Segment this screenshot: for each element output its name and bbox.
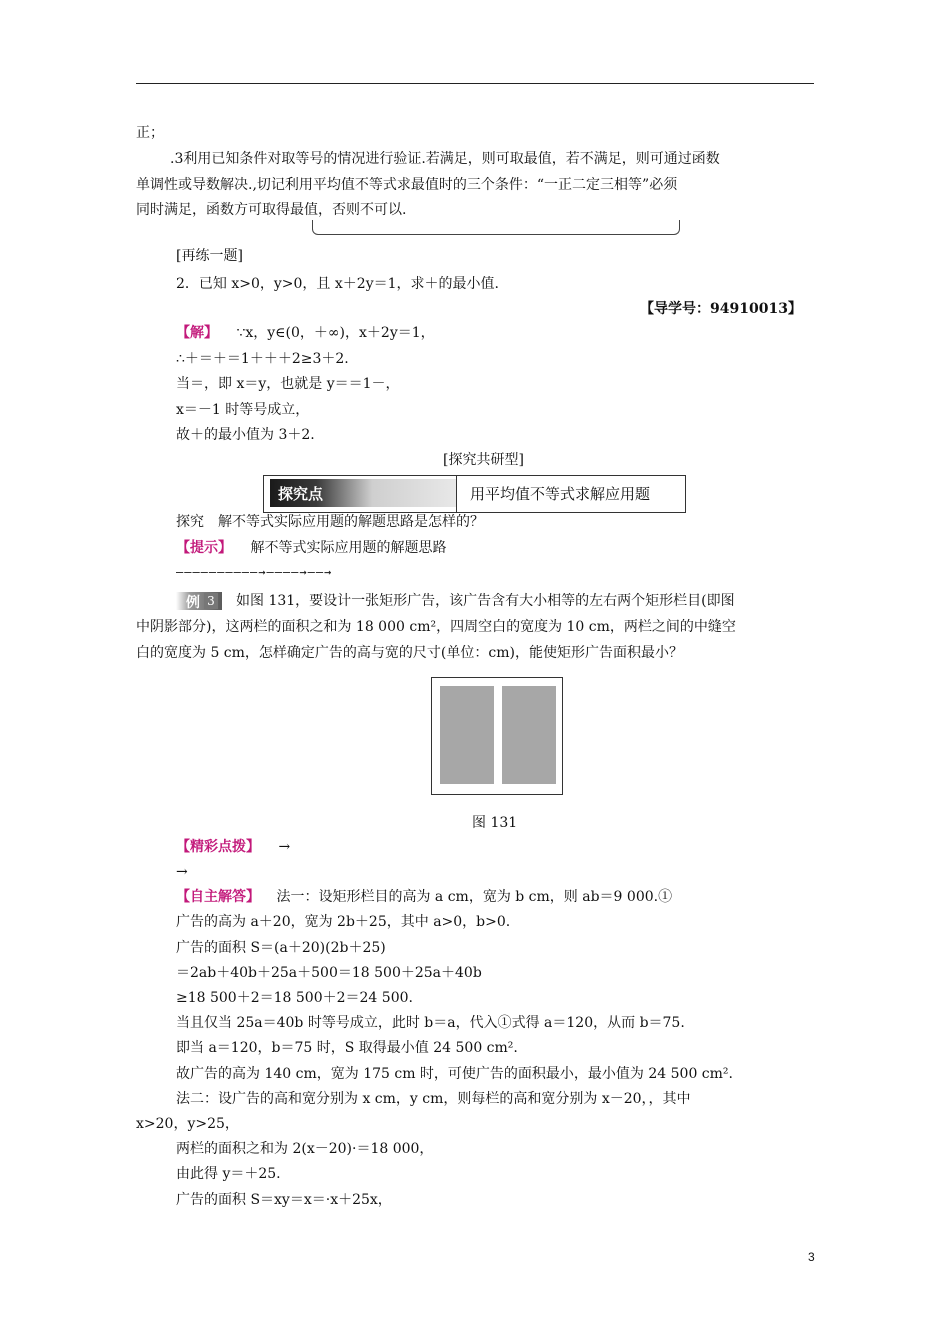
hint-line <box>176 538 446 558</box>
text-line: 白的宽度为 5 cm，怎样确定广告的高与宽的尺寸(单位：cm)，能使矩形广告面积最小？ <box>136 645 683 661</box>
text-line: 中阴影部分)，这两栏的面积之和为 18 000 cm²，四周空白的宽度为 10 cm，两栏之间的中缝空 <box>136 619 736 635</box>
text-line: 即当 a＝120，b＝75 时，S 取得最小值 24 500 cm². <box>176 1040 518 1056</box>
solution-text: ∵x，y∈(0，＋∞)，x＋2y＝1， <box>236 325 435 341</box>
text-line: 单调性或导数解决.,切记利用平均值不等式求最值时的三个条件：“一正二定三相等”必须 <box>136 177 678 193</box>
text-line: 由此得 y＝＋25. <box>176 1166 281 1182</box>
ad-figure <box>431 677 563 795</box>
section-label: [再练一题] <box>176 248 243 264</box>
figure-caption: 图 131 <box>472 815 518 831</box>
text-line: 广告的高为 a＋20，宽为 2b＋25，其中 a>0，b>0. <box>176 914 511 930</box>
self-answer-line <box>176 887 672 907</box>
section-label: [探究共研型] <box>443 452 524 468</box>
text-line: .3利用已知条件对取等号的情况进行验证.若满足，则可取最值，若不满足，则可通过函数 <box>170 151 720 167</box>
problem-statement: 2．已知 x>0，y>0，且 x＋2y＝1，求＋的最小值. <box>176 276 499 292</box>
text-line: 故广告的高为 140 cm，宽为 175 cm 时，可使广告的面积最小，最小值为 24 500 cm². <box>176 1066 733 1082</box>
text-line: 探究 解不等式实际应用题的解题思路是怎样的？ <box>176 514 484 530</box>
text-line: 两栏的面积之和为 2(x－20)·＝18 000， <box>176 1141 434 1157</box>
explore-point-tag <box>270 479 456 507</box>
example-tag <box>176 592 222 610</box>
self-answer-text: 法一：设矩形栏目的高为 a cm，宽为 b cm，则 ab＝9 000.① <box>276 889 673 905</box>
text-line: 如图 131，要设计一张矩形广告，该广告含有大小相等的左右两个矩形栏目(即图 <box>236 593 735 609</box>
hint-text: 解不等式实际应用题的解题思路 <box>250 540 447 556</box>
text-line: 故＋的最小值为 3＋2. <box>176 427 315 443</box>
example-label: 例 <box>186 595 200 611</box>
arrow-line: → <box>176 864 188 880</box>
guide-number: 【导学号：94910013】 <box>640 301 802 317</box>
text-line: ≥18 500＋2＝18 500＋2＝24 500. <box>176 990 413 1006</box>
key-point-tag: 【精彩点拨】 <box>176 839 260 855</box>
explore-point-title: 用平均值不等式求解应用题 <box>470 485 651 503</box>
solution-line <box>176 323 435 343</box>
page-number: 3 <box>808 1250 815 1264</box>
text-line: ＝2ab＋40b＋25a＋500＝18 500＋25a＋40b <box>176 965 482 981</box>
text-line: 当＝，即 x＝y，也就是 y＝＝1－， <box>176 376 400 392</box>
example-number: 3 <box>204 593 218 609</box>
key-point-line <box>176 837 290 857</box>
brace-decoration <box>312 220 680 235</box>
explore-point-box <box>263 475 686 513</box>
text-line: 当且仅当 25a＝40b 时等号成立，此时 b＝a，代入①式得 a＝120，从而 b＝75. <box>176 1015 685 1031</box>
key-point-arrow: → <box>278 839 291 855</box>
text-line: 法二：设广告的高和宽分别为 x cm，y cm，则每栏的高和宽分别为 x－20，，其中 <box>176 1091 691 1107</box>
header-rule <box>136 83 814 84</box>
self-answer-tag: 【自主解答】 <box>176 889 260 905</box>
text-line: 广告的面积 S＝xy＝x＝·x＋25x， <box>176 1192 392 1208</box>
divider <box>456 476 457 512</box>
text-line: ∴＋＝＋＝1＋＋＋2≥3＋2. <box>176 351 349 367</box>
explore-point-label: 探究点 <box>278 485 324 503</box>
text-line: 同时满足，函数方可取得最值，否则不可以. <box>136 202 407 218</box>
text-line: 广告的面积 S＝(a＋20)(2b＋25) <box>176 940 386 956</box>
text-line: x>20，y>25， <box>136 1116 239 1132</box>
left-column-panel <box>440 686 494 784</box>
hint-tag: 【提示】 <box>176 540 232 556</box>
right-column-panel <box>502 686 556 784</box>
text-line: x＝－1 时等号成立， <box>176 402 310 418</box>
flow-arrows: ——————————→————→——→ <box>176 565 333 579</box>
solution-tag: 【解】 <box>176 325 218 341</box>
text-line: 正； <box>136 125 164 141</box>
